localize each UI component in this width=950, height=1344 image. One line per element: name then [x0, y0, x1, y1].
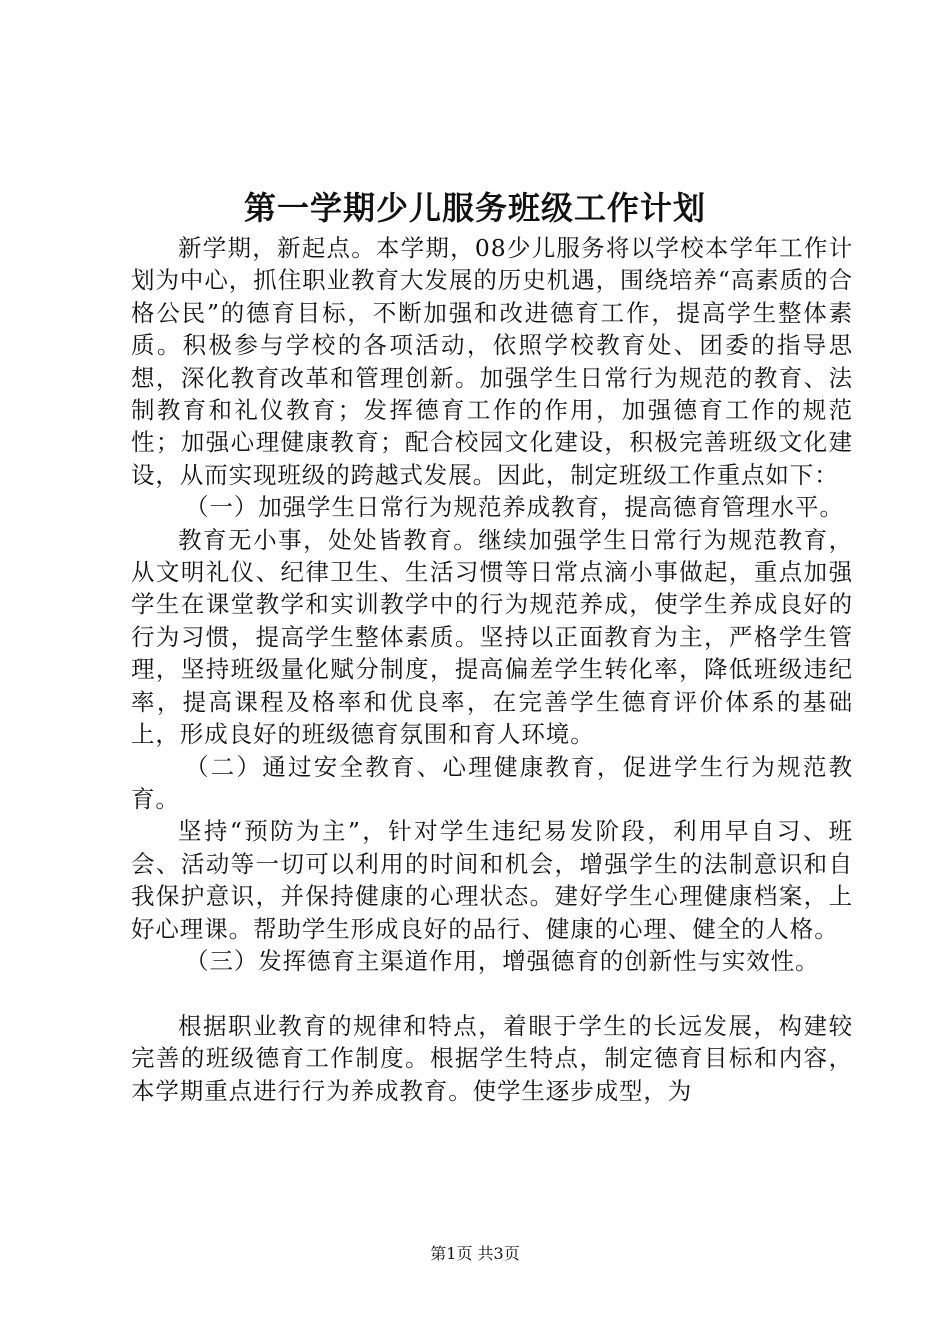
- section-paragraph-3: 根据职业教育的规律和特点，着眼于学生的长远发展，构建较完善的班级德育工作制度。根据学生特点，制定德育目标和内容，本学期重点进行行为养成教育。使学生逐步成型，为: [131, 1011, 853, 1105]
- section-heading-1: （一）加强学生日常行为规范养成教育，提高德育管理水平。: [185, 493, 844, 522]
- section-paragraph-1: 教育无小事，处处皆教育。继续加强学生日常行为规范教育，从文明礼仪、纪律卫生、生活习惯等日常点滴小事做起，重点加强学生在课堂教学和实训教学中的行为规范养成，使学生养成良好的行为习惯，提高学生整体素质。坚持以正面教育为主，严格学生管理，坚持班级量化赋分制度，提高偏差学生转化率，降低班级违纪率，提高课程及格率和优良率，在完善学生德育评价体系的基础上，形成良好的班级德育氛围和育人环境。: [131, 525, 853, 749]
- section-heading-2: （二）通过安全教育、心理健康教育，促进学生行为规范教育。: [131, 752, 853, 813]
- document-title: 第一学期少儿服务班级工作计划: [243, 189, 706, 227]
- section-heading-3: （三）发挥德育主渠道作用，增强德育的创新性与实效性。: [185, 946, 820, 975]
- section-paragraph-2: 坚持“预防为主”，针对学生违纪易发阶段，利用早自习、班会、活动等一切可以利用的时间和机会，增强学生的法制意识和自我保护意识，并保持健康的心理状态。建好学生心理健康档案，上好心理课。帮助学生形成良好的品行、健康的心理、健全的人格。: [131, 817, 853, 943]
- document-body: [131, 232, 853, 1107]
- page-footer: 第1页 共3页: [430, 1244, 520, 1263]
- intro-paragraph: 新学期，新起点。本学期，08少儿服务将以学校本学年工作计划为中心，抓住职业教育大发展的历史机遇，围绕培养“高素质的合格公民”的德育目标，不断加强和改进德育工作，提高学生整体素质。积极参与学校的各项活动，依照学校教育处、团委的指导思想，深化教育改革和管理创新。加强学生日常行为规范的教育、法制教育和礼仪教育；发挥德育工作的作用，加强德育工作的规范性；加强心理健康教育；配合校园文化建设，积极完善班级文化建设，从而实现班级的跨越式发展。因此，制定班级工作重点如下：: [131, 234, 853, 489]
